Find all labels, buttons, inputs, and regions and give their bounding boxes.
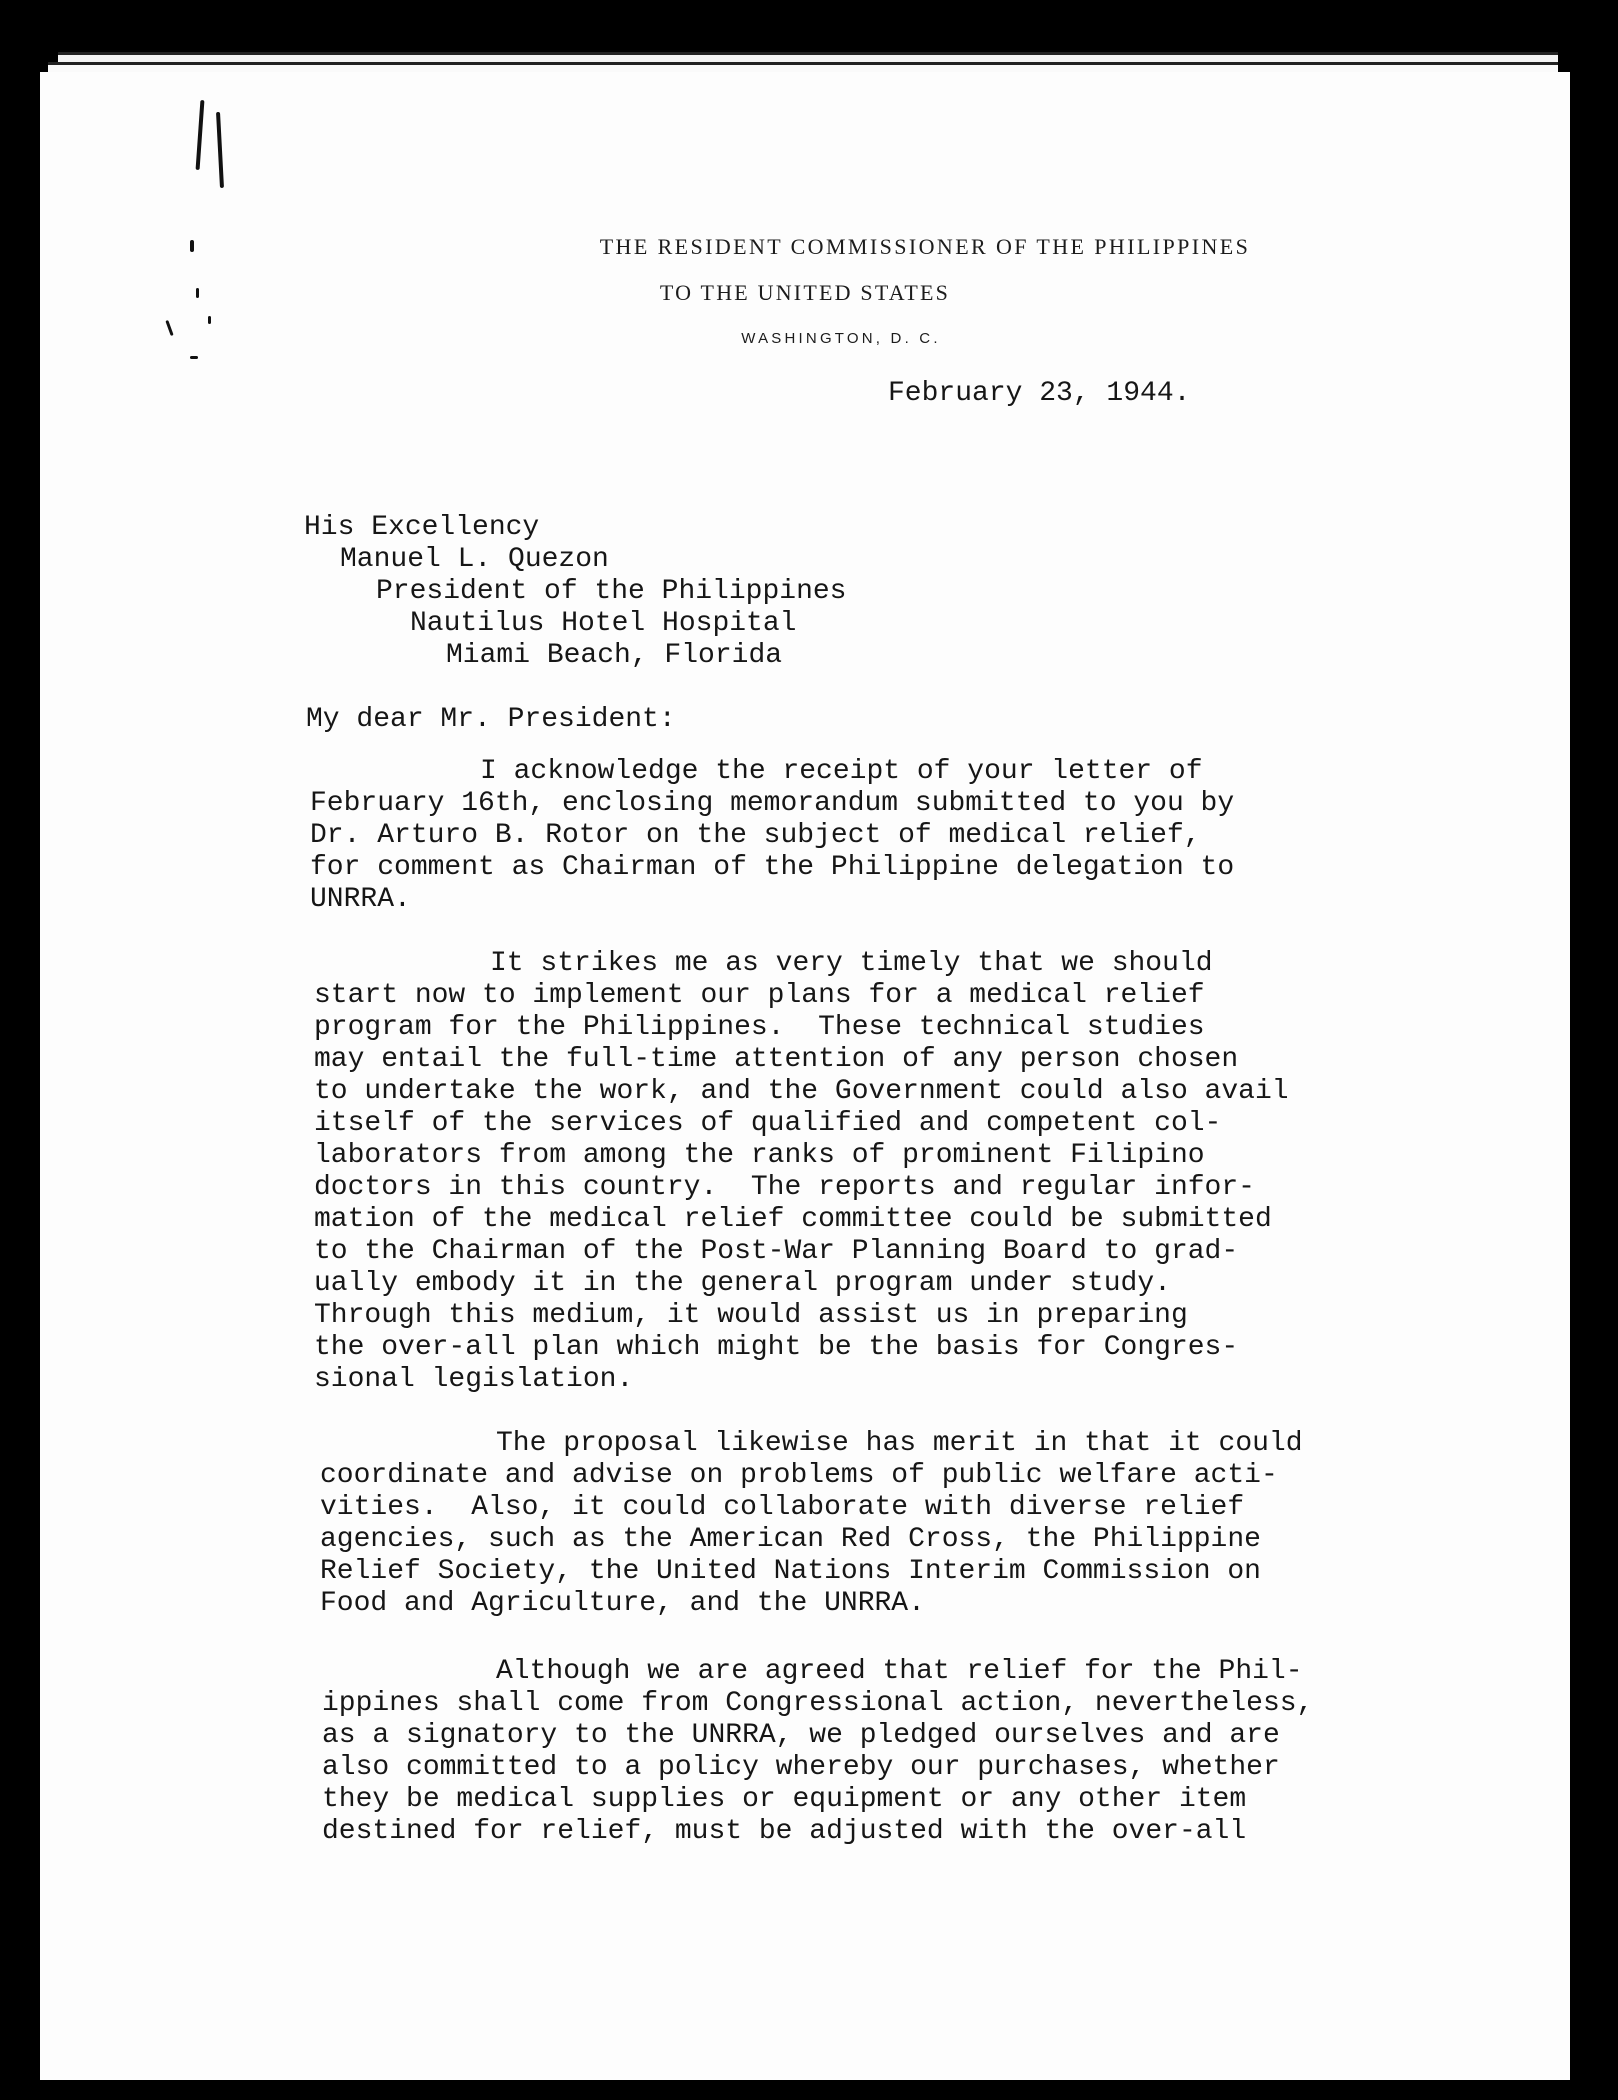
paragraph-line: doctors in this country. The reports and regular infor- [314,1172,1255,1203]
paragraph-line: February 16th, enclosing memorandum submitted to you by [310,788,1235,819]
recipient-line: His Excellency [304,512,540,543]
letterhead-subtitle: TO THE UNITED STATES [659,280,951,305]
paragraph-line: start now to implement our plans for a medical relief [314,980,1205,1011]
recipient-line: Manuel L. Quezon [340,544,609,575]
paragraph-line: Although we are agreed that relief for the Phil- [496,1656,1303,1687]
paragraph-line: itself of the services of qualified and competent col- [314,1108,1222,1139]
paragraph-line: also committed to a policy whereby our purchases, whether [322,1752,1280,1783]
paragraph-line: coordinate and advise on problems of public welfare acti- [320,1460,1278,1491]
recipient-line: Miami Beach, Florida [446,640,783,671]
paragraph-line: ually embody it in the general program under study. [314,1268,1171,1299]
letterhead-title: THE RESIDENT COMMISSIONER OF THE PHILIPPINES [599,234,1251,259]
paragraph-line: they be medical supplies or equipment or any other item [322,1784,1247,1815]
paragraph-line: as a signatory to the UNRRA, we pledged ourselves and are [322,1720,1280,1751]
paragraph-line: Food and Agriculture, and the UNRRA. [320,1588,925,1619]
letter-page [40,72,1570,2080]
salutation: My dear Mr. President: [306,704,676,735]
paragraph-line: to the Chairman of the Post-War Planning Board to grad- [314,1236,1239,1267]
paragraph-line: to undertake the work, and the Government could also avail [314,1076,1289,1107]
paragraph-line: Through this medium, it would assist us in preparing [314,1300,1188,1331]
paragraph-line: vities. Also, it could collaborate with diverse relief [320,1492,1245,1523]
paragraph-line: Relief Society, the United Nations Interim Commission on [320,1556,1261,1587]
margin-mark [216,112,224,188]
paragraph-line: The proposal likewise has merit in that it could [496,1428,1303,1459]
recipient-line: President of the Philippines [376,576,847,607]
recipient-line: Nautilus Hotel Hospital [410,608,797,639]
paragraph-line: UNRRA. [310,884,411,915]
paragraph-line: the over-all plan which might be the basis for Congres- [314,1332,1239,1363]
margin-mark [190,356,198,359]
paragraph-line: ippines shall come from Congressional action, nevertheless, [322,1688,1314,1719]
margin-mark [196,100,205,170]
paragraph-line: laborators from among the ranks of prominent Filipino [314,1140,1205,1171]
paragraph-line: I acknowledge the receipt of your letter of [480,756,1203,787]
paragraph-line: mation of the medical relief committee could be submitted [314,1204,1272,1235]
paragraph-line: sional legislation. [314,1364,634,1395]
paragraph-line: program for the Philippines. These technical studies [314,1012,1205,1043]
margin-mark [208,316,211,324]
letter-date: February 23, 1944. [888,378,1191,409]
paragraph-line: Dr. Arturo B. Rotor on the subject of medical relief, [310,820,1201,851]
paragraph-line: It strikes me as very timely that we should [490,948,1213,979]
letterhead-location: WASHINGTON, D. C. [741,330,941,347]
paragraph-line: may entail the full-time attention of any person chosen [314,1044,1239,1075]
paragraph-line: agencies, such as the American Red Cross, the Philippine [320,1524,1261,1555]
paragraph-line: for comment as Chairman of the Philippine delegation to [310,852,1235,883]
paragraph-line: destined for relief, must be adjusted with the over-all [322,1816,1247,1847]
